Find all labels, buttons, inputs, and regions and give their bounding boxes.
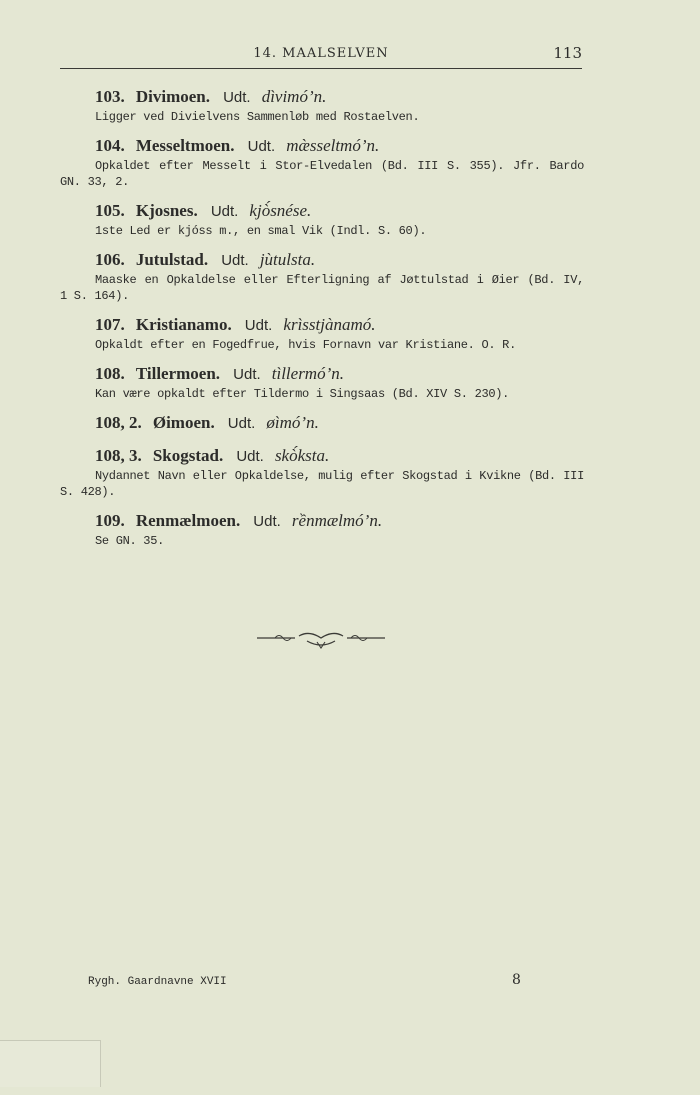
entry-udt-label: Udt. <box>223 89 251 106</box>
entry-heading <box>95 363 584 386</box>
entry-udt-label: Udt. <box>244 317 273 334</box>
corner-frame <box>0 1040 101 1087</box>
entry-body: Nydannet Navn eller Opkaldelse, mulig efter Skogstad i Kvikne (Bd. III S. 428). <box>60 469 584 499</box>
entry-name: Kristianamo. <box>135 315 232 334</box>
entry-name: Kjosnes. <box>135 201 198 220</box>
entry-pronunciation: mæ̀sseltmó’n. <box>286 136 380 155</box>
entry-body: 1ste Led er kjóss m., en smal Vik (Indl. S. 60). <box>95 224 427 238</box>
entry-pronunciation: øìmó’n. <box>266 413 319 432</box>
entry-udt-label: Udt. <box>210 203 239 220</box>
entry-udt-label: Udt. <box>236 448 264 465</box>
entry-name: Øimoen. <box>152 413 215 432</box>
entry-number: 103. <box>95 87 125 106</box>
entry-udt-label: Udt. <box>253 513 281 530</box>
entry <box>60 200 584 239</box>
entry-number: 106. <box>95 250 125 269</box>
entry <box>60 135 584 190</box>
entry-heading <box>95 412 584 435</box>
entry <box>60 249 584 304</box>
entry-heading <box>95 445 584 468</box>
entry-heading <box>95 86 584 109</box>
entry-name: Renmælmoen. <box>135 511 241 530</box>
entry-body: Maaske en Opkaldelse eller Efterligning af Jøttulstad i Øier (Bd. IV, 1 S. 164). <box>60 273 584 303</box>
entry-heading <box>95 314 584 337</box>
entry-body: Kan være opkaldt efter Tildermo i Singsaas (Bd. XIV S. 230). <box>95 387 510 401</box>
entry-pronunciation: krìsstjànamó. <box>283 315 376 334</box>
page-number: 113 <box>553 44 582 62</box>
entry-pronunciation: skò́ksta. <box>274 446 330 465</box>
entry-number: 108, 2. <box>95 413 142 432</box>
entry-number: 108, 3. <box>95 446 142 465</box>
entry-number: 109. <box>95 511 125 530</box>
entry-list <box>60 86 584 559</box>
entry <box>60 363 584 402</box>
entry-heading <box>95 510 584 533</box>
entry <box>60 510 584 549</box>
entry-udt-label: Udt. <box>233 366 261 383</box>
entry <box>60 445 584 500</box>
entry-number: 107. <box>95 315 125 334</box>
entry-body: Opkaldet efter Messelt i Stor-Elvedalen (Bd. III S. 355). Jfr. Bardo GN. 33, 2. <box>60 159 584 189</box>
entry-pronunciation: rềnmælmó’n. <box>291 511 383 530</box>
entry-pronunciation: dìvimó’n. <box>261 87 327 106</box>
entry-udt-label: Udt. <box>247 138 276 155</box>
entry-body: Ligger ved Divielvens Sammenløb med Rostaelven. <box>95 110 420 124</box>
entry-pronunciation: kjò́snése. <box>249 201 312 220</box>
entry-number: 108. <box>95 364 125 383</box>
ornament-divider <box>255 628 387 650</box>
chapter-title: 14. MAALSELVEN <box>253 46 389 61</box>
entry-udt-label: Udt. <box>227 415 256 432</box>
entry-pronunciation: tìllermó’n. <box>271 364 344 383</box>
entry-body: Se GN. 35. <box>95 534 165 548</box>
signature-mark: 8 <box>512 972 521 988</box>
entry-name: Divimoen. <box>135 87 210 106</box>
entry-name: Tillermoen. <box>135 364 221 383</box>
entry-heading <box>95 249 584 272</box>
entry <box>60 412 584 435</box>
entry-pronunciation: jùtulsta. <box>259 250 316 269</box>
entry-name: Skogstad. <box>152 446 224 465</box>
entry <box>60 314 584 353</box>
entry-heading <box>95 135 584 158</box>
running-header <box>60 46 582 69</box>
entry-number: 104. <box>95 136 125 155</box>
entry-udt-label: Udt. <box>221 252 249 269</box>
footer-source: Rygh. Gaardnavne XVII <box>88 976 227 988</box>
entry-heading <box>95 200 584 223</box>
entry-body: Opkaldt efter en Fogedfrue, hvis Fornavn var Kristiane. O. R. <box>95 338 516 352</box>
entry <box>60 86 584 125</box>
entry-number: 105. <box>95 201 125 220</box>
entry-name: Messeltmoen. <box>135 136 235 155</box>
entry-name: Jutulstad. <box>135 250 209 269</box>
